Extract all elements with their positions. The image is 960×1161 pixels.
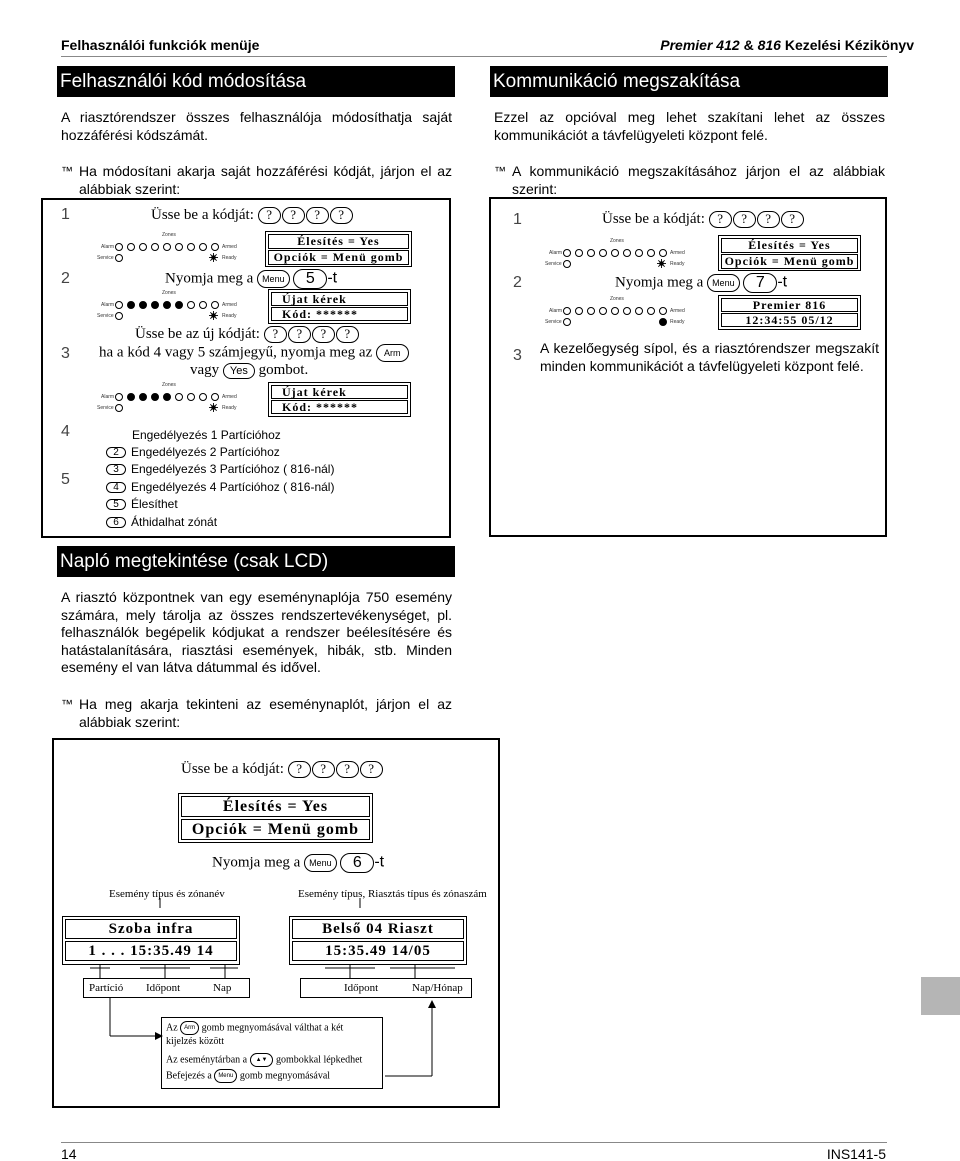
menu-key-icon: Menu [214,1069,237,1083]
zone-led [127,393,135,401]
header-model-816: 816 [757,37,781,53]
code-digit-key: ? [336,761,359,778]
lcd-line-2: Opciók = Menü gomb [268,250,409,265]
day-month-label: Nap/Hónap [412,982,463,994]
lcd-line-1: Szoba infra [65,919,237,939]
service-label: Service [545,319,562,325]
authority-text: Élesíthet [131,497,178,511]
arm-key-icon: Arm [376,344,409,362]
up-down-arrows-icon: ▲▼ [250,1053,274,1067]
lcd-line-1: Újat kérek [271,292,408,306]
note-text: kijelzés között [166,1036,225,1047]
right-display-caption: Esemény típus, Riasztás típus és zónaszám [298,888,487,900]
document-code: INS141-5 [826,1146,886,1161]
suffix-t: -t [327,269,338,287]
digit-key-icon: 5 [293,269,327,289]
section-title-code-change: Felhasználói kód módosítása [57,66,455,97]
zone-led [175,243,183,251]
armed-label: Armed [222,394,237,400]
zone-led [127,301,135,309]
zone-led [199,243,207,251]
code-digit-key: ? [336,326,359,343]
zones-label: Zones [162,382,176,388]
enter-code-label: Üsse be a kódját: [151,207,254,223]
ready-label: Ready [670,319,685,325]
ready-label: Ready [222,405,237,411]
service-led [115,254,123,262]
authority-item [106,480,334,494]
code-digit-key: ? [781,211,804,228]
authority-item [106,445,280,459]
zone-led [635,307,643,315]
lcd-line-1: Premier 816 [721,298,858,312]
code-digit-key: ? [288,326,311,343]
yes-button-line [190,362,308,379]
authority-text: Engedélyezés 3 Partícióhoz ( 816-nál) [131,462,335,476]
enter-code-line [181,761,384,778]
note-text: Az [166,1022,178,1034]
code-change-intro: A riasztórendszer összes felhasználója módosíthatja saját hozzáférési kódszámát. [61,109,452,143]
time-label: Időpont [344,982,379,994]
lcd-display [718,295,861,330]
partition-label: Partíció [89,982,124,994]
zone-led [623,307,631,315]
section-title-event-log: Napló megtekintése (csak LCD) [57,546,455,577]
lcd-line-1: Élesítés = Yes [268,234,409,249]
lcd-line-1: Élesítés = Yes [721,238,858,253]
alarm-label: Alarm [549,250,563,256]
log-navigation-note [161,1017,383,1089]
lcd-line-2: 15:35.49 14/05 [292,941,464,961]
zones-label: Zones [610,296,624,302]
service-led [563,260,571,268]
authority-text: Engedélyezés 4 Partícióhoz ( 816-nál) [131,480,335,494]
running-header-left: Felhasználói funkciók menüje [61,37,260,53]
zone-led [127,243,135,251]
enter-new-code-line [135,326,360,343]
service-label: Service [97,405,114,411]
lcd-display [265,231,412,267]
left-display-caption: Esemény típus és zónanév [109,888,225,900]
zone-led [587,249,595,257]
lcd-line-1: Belső 04 Riaszt [292,919,464,939]
instruction-text: Ha meg akarja tekinteni az eseménynaplót, járjon el az alábbiak szerint: [79,696,452,730]
note-text: gombokkal lépkedhet [275,1054,363,1066]
zone-led [647,249,655,257]
step-number: 3 [61,345,70,362]
note-line [166,1053,362,1067]
lcd-line-2: Opciók = Menü gomb [721,254,858,269]
armed-led [211,243,219,251]
ready-label: Ready [222,313,237,319]
note-text: gomb megnyomásával [239,1070,331,1082]
zone-led [635,249,643,257]
note-text: Az eseménytárban a [166,1054,248,1066]
service-label: Service [97,255,114,261]
zone-led [151,301,159,309]
running-header-right [660,37,914,53]
code-digit-key: ? [258,207,281,224]
zone-led [623,249,631,257]
lcd-display [62,916,240,965]
zone-led [175,393,183,401]
armed-label: Armed [670,308,685,314]
step-number: 5 [61,471,70,488]
armed-led [211,301,219,309]
page-tab-marker [921,977,960,1015]
header-amp: & [743,37,754,53]
zone-led [139,393,147,401]
zone-led [139,301,147,309]
enter-code-label: Üsse be a kódját: [602,211,705,227]
header-model-412: Premier 412 [660,37,740,53]
authority-key: 5 [106,499,126,510]
zone-led [647,307,655,315]
day-label: Nap [213,982,232,994]
code-digit-key: ? [306,207,329,224]
suffix-t: -t [374,853,385,871]
note-text: Befejezés a [166,1070,212,1082]
note-text: gomb megnyomásával válthat a két [201,1022,344,1034]
code-digit-key: ? [264,326,287,343]
lcd-line-2: Kód: ****** [271,307,408,321]
armed-label: Armed [222,302,237,308]
authority-item [106,462,334,476]
event-log-instruction [61,696,452,732]
lcd-display [718,235,861,271]
alarm-label: Alarm [101,244,115,250]
step-number: 4 [61,423,70,440]
armed-label: Armed [670,250,685,256]
zone-led [575,307,583,315]
service-led [115,312,123,320]
alarm-led [563,307,571,315]
zone-led [599,307,607,315]
zone-led [175,301,183,309]
code-digit-key: ? [757,211,780,228]
left-field-labels [83,978,250,998]
or-label: vagy [190,362,220,378]
step-number: 2 [513,274,522,291]
press-label: Nyomja meg a [615,274,704,291]
button-word: gombot. [258,362,309,378]
ready-label: Ready [222,255,237,261]
step-number: 2 [61,270,70,287]
enter-code-line [602,211,805,228]
arm-key-icon: Arm [180,1021,199,1035]
tm-symbol: ™ [61,697,73,711]
zone-led [163,243,171,251]
zone-led [587,307,595,315]
lcd-line-2: Opciók = Menü gomb [181,819,370,840]
lcd-display [178,793,373,843]
ready-label: Ready [670,261,685,267]
abort-comms-intro: Ezzel az opcióval meg lehet szakítani lehet az összes kommunikációt a távfelügyeleti központ felé. [494,109,885,143]
service-label: Service [97,313,114,319]
yes-key-icon: Yes [223,363,255,379]
right-field-labels [300,978,472,998]
zone-led [599,249,607,257]
lcd-line-1: Élesítés = Yes [181,796,370,817]
page-number: 14 [61,1146,77,1161]
digit-key-icon: 7 [743,273,777,293]
zone-led [163,301,171,309]
header-rule [61,56,887,57]
keypad-led-panel [97,232,243,262]
lcd-line-2: 12:34:55 05/12 [721,313,858,327]
press-label: Nyomja meg a [212,854,301,871]
zone-led [575,249,583,257]
instruction-text: A kommunikáció megszakításához járjon el az alábbiak szerint: [512,163,885,197]
zone-led [139,243,147,251]
code-change-instruction [61,163,452,199]
ready-led-flashing-icon [657,259,666,268]
zones-label: Zones [162,290,176,296]
code-digit-key: ? [312,761,335,778]
section-title-abort-comms: Kommunikáció megszakítása [490,66,888,97]
zone-led [151,243,159,251]
authority-text: Engedélyezés 2 Partícióhoz [131,445,280,459]
zone-led [163,393,171,401]
enter-new-code-label: Üsse be az új kódját: [135,326,260,342]
press-menu-line [615,273,787,293]
note-line [166,1021,343,1035]
code-digit-key: ? [709,211,732,228]
service-label: Service [545,261,562,267]
abort-result-text: A kezelőegység sípol, és a riasztórendszer megszakít minden kommunikációt a távfelügyeleti központ felé. [540,340,879,374]
authority-item [106,515,217,529]
zones-label: Zones [162,232,176,238]
header-doc-title: Kezelési Kézikönyv [784,37,914,53]
digits-instruction: ha a kód 4 vagy 5 számjegyű, nyomja meg az [99,344,373,361]
ready-led-flashing-icon [209,311,218,320]
zone-led [151,393,159,401]
tm-symbol: ™ [61,164,73,178]
suffix-t: -t [777,273,788,291]
footer-rule [61,1142,887,1143]
code-digit-key: ? [360,761,383,778]
enter-code-label: Üsse be a kódját: [181,761,284,777]
armed-led [211,393,219,401]
code-digit-key: ? [330,207,353,224]
time-label: Időpont [146,982,181,994]
ready-led-flashing-icon [209,253,218,262]
lcd-line-1: Újat kérek [271,385,408,399]
alarm-label: Alarm [101,394,115,400]
zones-label: Zones [610,238,624,244]
alarm-led [115,301,123,309]
alarm-label: Alarm [101,302,115,308]
abort-comms-instruction [494,163,885,199]
zone-led [187,393,195,401]
alarm-label: Alarm [549,308,563,314]
zone-led [611,249,619,257]
digits-instruction-line [99,344,409,362]
authority-text: Engedélyezés 1 Partícióhoz [132,428,281,442]
lcd-display [268,289,411,324]
zone-led [187,243,195,251]
zone-led [611,307,619,315]
authority-text: Áthidalhat zónát [131,515,218,529]
authority-item [132,428,281,442]
press-menu-line [165,269,337,289]
menu-key-icon: Menu [304,854,337,872]
instruction-text: Ha módosítani akarja saját hozzáférési kódját, járjon el az alábbiak szerint: [79,163,452,197]
keypad-led-panel [545,238,691,268]
alarm-led [115,243,123,251]
event-log-intro: A riasztó központnek van egy eseménynaplója 750 esemény számára, mely tárolja az összes rendszertevékenységet, pl. felhasználók begépelik kódjukat a rendszer beélesítésére és hatástalanítására, riasztási események, hibák, stb. Minden esemény el van látva dátummal és idővel. [61,589,452,675]
lcd-display [289,916,467,965]
step-number: 3 [513,347,522,364]
lcd-line-2: 1 . . . 15:35.49 14 [65,941,237,961]
enter-code-line [151,207,354,224]
zone-led [199,393,207,401]
alarm-led [115,393,123,401]
alarm-led [563,249,571,257]
service-led [563,318,571,326]
authority-item [106,497,178,511]
step-number: 1 [513,211,522,228]
armed-led [659,307,667,315]
step-number: 1 [61,206,70,223]
keypad-led-panel [97,382,243,412]
menu-key-icon: Menu [257,270,290,288]
zone-led [187,301,195,309]
menu-key-icon: Menu [707,274,740,292]
authority-key: 3 [106,464,126,475]
tm-symbol: ™ [494,164,506,178]
code-digit-key: ? [288,761,311,778]
lcd-line-2: Kód: ****** [271,400,408,414]
lcd-display [268,382,411,417]
service-led [115,404,123,412]
press-menu-line [212,853,384,873]
code-digit-key: ? [312,326,335,343]
authority-key: 4 [106,482,126,493]
keypad-led-panel [545,296,691,326]
armed-label: Armed [222,244,237,250]
authority-key: 2 [106,447,126,458]
press-label: Nyomja meg a [165,270,254,287]
code-digit-key: ? [282,207,305,224]
note-line [166,1069,330,1083]
code-digit-key: ? [733,211,756,228]
authority-key: 6 [106,517,126,528]
ready-led [659,318,667,326]
digit-key-icon: 6 [340,853,374,873]
keypad-led-panel [97,290,243,320]
zone-led [199,301,207,309]
ready-led-flashing-icon [209,403,218,412]
armed-led [659,249,667,257]
